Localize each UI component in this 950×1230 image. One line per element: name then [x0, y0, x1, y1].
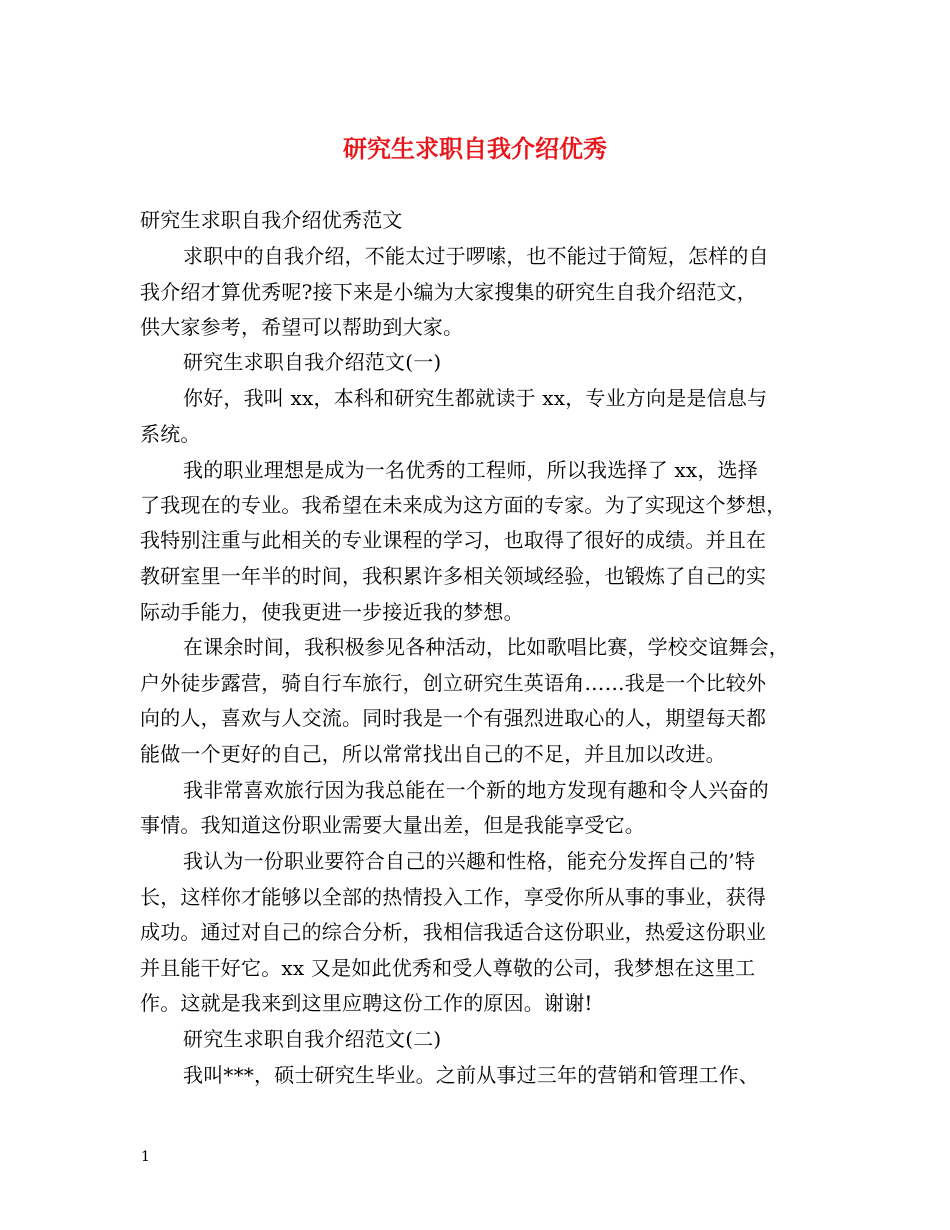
paragraph-line: 我非常喜欢旅行因为我总能在一个新的地方发现有趣和令人兴奋的	[183, 778, 769, 802]
subtitle-line: 研究生求职自我介绍优秀范文	[140, 208, 403, 232]
paragraph-line: 事情。我知道这份职业需要大量出差，但是我能享受它。	[140, 813, 645, 837]
paragraph-line: 并且能干好它。xx 又是如此优秀和受人尊敬的公司，我梦想在这里工	[140, 956, 756, 980]
paragraph-line: 向的人，喜欢与人交流。同时我是一个有强烈进取心的人，期望每天都	[140, 706, 767, 730]
paragraph-line: 成功。通过对自己的综合分析，我相信我适合这份职业，热爱这份职业	[140, 920, 767, 944]
document-title: 研究生求职自我介绍优秀	[343, 134, 607, 163]
paragraph-line: 教研室里一年半的时间，我积累许多相关领域经验，也锻炼了自己的实	[140, 564, 767, 588]
paragraph-line: 际动手能力，使我更进一步接近我的梦想。	[140, 600, 524, 624]
page-number: 1	[141, 1149, 150, 1165]
paragraph-line: 我介绍才算优秀呢?接下来是小编为大家搜集的研究生自我介绍范文，	[140, 280, 757, 304]
paragraph-line: 我叫***，硕士研究生毕业。之前从事过三年的营销和管理工作、	[183, 1063, 759, 1087]
paragraph-line: 供大家参考，希望可以帮助到大家。	[140, 315, 464, 339]
paragraph-line: 长，这样你才能够以全部的热情投入工作，享受你所从事的事业，获得	[140, 885, 767, 909]
section-heading: 研究生求职自我介绍范文(二)	[183, 1027, 442, 1051]
paragraph-line: 能做一个更好的自己，所以常常找出自己的不足，并且加以改进。	[140, 742, 726, 766]
paragraph-line: 求职中的自我介绍，不能太过于啰嗦，也不能过于简短，怎样的自	[183, 244, 769, 268]
paragraph-line: 我特别注重与此相关的专业课程的学习，也取得了很好的成绩。并且在	[140, 528, 767, 552]
paragraph-line: 你好，我叫 xx，本科和研究生都就读于 xx，专业方向是是信息与	[183, 386, 768, 410]
paragraph-line: 户外徒步露营，骑自行车旅行，创立研究生英语角……我是一个比较外	[140, 671, 767, 695]
paragraph-line: 了我现在的专业。我希望在未来成为这方面的专家。为了实现这个梦想，	[140, 493, 787, 517]
paragraph-line: 在课余时间，我积极参见各种活动，比如歌唱比赛，学校交谊舞会，	[183, 635, 789, 659]
paragraph-line: 我认为一份职业要符合自己的兴趣和性格，能充分发挥自己的’特	[183, 849, 756, 873]
paragraph-line: 作。这就是我来到这里应聘这份工作的原因。谢谢!	[140, 991, 593, 1015]
paragraph-line: 系统。	[140, 422, 201, 446]
paragraph-line: 我的职业理想是成为一名优秀的工程师，所以我选择了 xx，选择	[183, 458, 758, 482]
section-heading: 研究生求职自我介绍范文(一)	[183, 350, 442, 374]
